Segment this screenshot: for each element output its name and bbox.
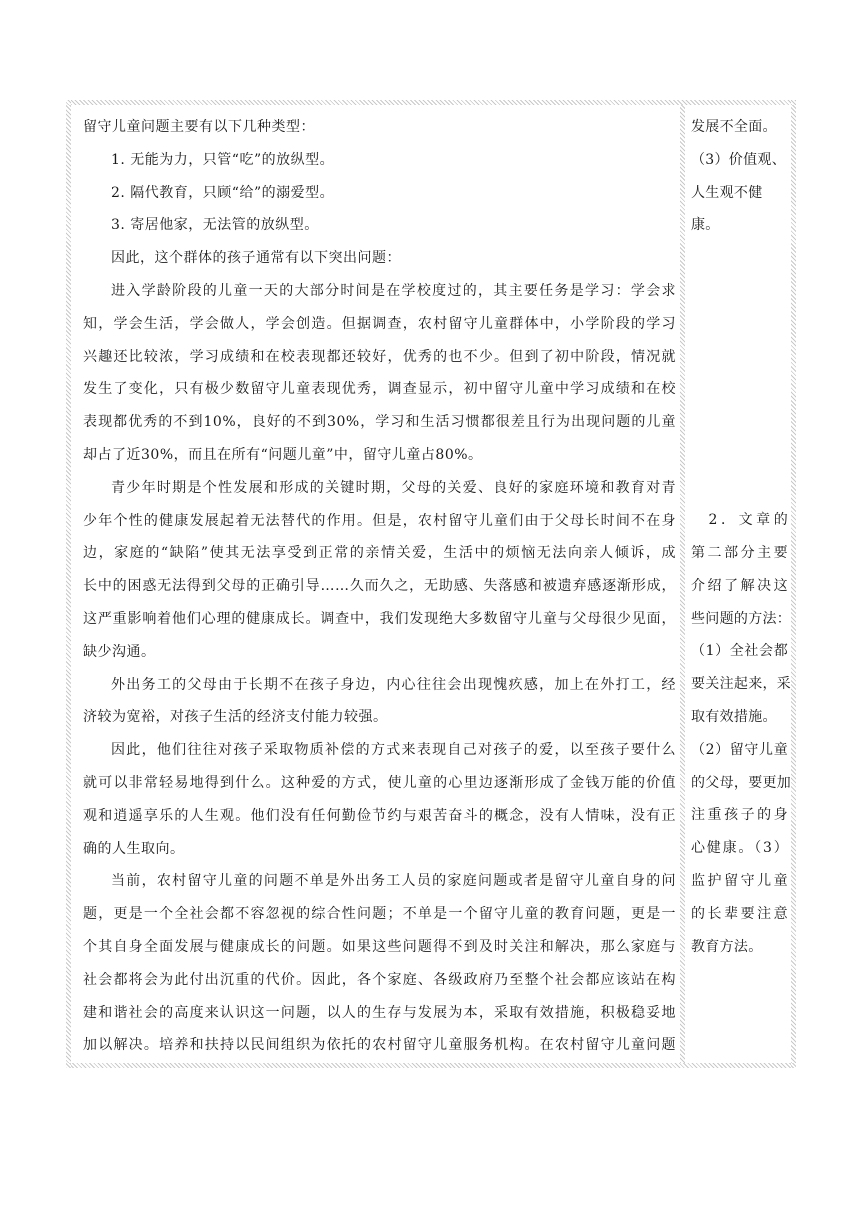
main-text-line: 发生了变化，只有极少数留守儿童表现优秀，调查显示，初中留守儿童中学习成绩和在校 — [83, 381, 676, 398]
main-text-line: 加以解决。培养和扶持以民间组织为依托的农村留守儿童服务机构。在农村留守儿童问题 — [83, 1037, 676, 1054]
side-note-line: 取有效措施。 — [691, 708, 777, 725]
main-text-line: 外出务工的父母由于长期不在孩子身边，内心往往会出现愧疚感，加上在外打工，经 — [111, 676, 676, 693]
main-text-line: 知，学会生活，学会做人，学会创造。但据调查，农村留守儿童群体中，小学阶段的学习 — [83, 315, 676, 332]
side-notes-gap — [691, 242, 788, 504]
side-note-line: 第二部分主要 — [691, 544, 788, 561]
main-text-line: 3. 寄居他家，无法管的放纵型。 — [111, 217, 319, 234]
main-text-line: 却占了近30%，而且在所有“问题儿童”中，留守儿童占80%。 — [83, 446, 483, 463]
main-text-line: 确的人生取向。 — [83, 840, 185, 857]
main-text-line: 2. 隔代教育，只顾“给”的溺爱型。 — [111, 184, 335, 201]
main-text-line: 青少年时期是个性发展和形成的关键时期，父母的关爱、良好的家庭环境和教育对青 — [111, 479, 676, 496]
main-text-line: 当前，农村留守儿童的问题不单是外出务工人员的家庭问题或者是留守儿童自身的问 — [111, 873, 676, 890]
main-text-line: 济较为宽裕，对孩子生活的经济支付能力较强。 — [83, 709, 388, 726]
side-note-line: 2．文章的 — [691, 512, 788, 529]
main-text-line: 缺少沟通。 — [83, 643, 156, 660]
document-table — [66, 100, 796, 1068]
table-inner — [71, 105, 791, 1063]
main-text-line: 个其自身全面发展与健康成长的问题。如果这些问题得不到及时关注和解决，那么家庭与 — [83, 938, 676, 955]
side-note-line: 教育方法。 — [691, 938, 763, 955]
side-note-line: 的长辈要注意 — [691, 905, 788, 922]
main-text-line: 因此，他们往往对孩子采取物质补偿的方式来表现自己对孩子的爱，以至孩子要什么 — [111, 742, 676, 759]
side-note-line: 康。 — [691, 217, 720, 234]
main-text-line: 1. 无能为力，只管“吃”的放纵型。 — [111, 151, 335, 168]
side-note-line: 人生观不健 — [691, 184, 763, 201]
main-text-line: 表现都优秀的不到10%，良好的不到30%，学习和生活习惯都很差且行为出现问题的儿童 — [83, 414, 676, 431]
main-text-line: 进入学龄阶段的儿童一天的大部分时间是在学校度过的，其主要任务是学习：学会求 — [111, 282, 676, 299]
side-note-line: 些问题的方法： — [691, 610, 791, 627]
side-note-line: 发展不全面。 — [691, 119, 777, 135]
main-text-line: 题，更是一个全社会都不容忽视的综合性问题；不单是一个留守儿童的教育问题，更是一 — [83, 906, 676, 923]
side-notes-bottom — [691, 504, 791, 963]
main-text-line: 因此，这个群体的孩子通常有以下突出问题： — [111, 250, 401, 267]
side-notes-column — [685, 105, 791, 1063]
main-text-line: 观和逍遥享乐的人生观。他们没有任何勤俭节约与艰苦奋斗的概念，没有人情味，没有正 — [83, 807, 676, 824]
main-text-line: 就可以非常轻易地得到什么。这种爱的方式，使儿童的心里边逐渐形成了金钱万能的价值 — [83, 774, 676, 791]
side-note-line: 注重孩子的身 — [691, 807, 788, 824]
main-text-line: 留守儿童问题主要有以下几种类型： — [83, 119, 315, 135]
side-note-line: 监护留守儿童 — [691, 872, 788, 889]
side-note-line: 要关注起来，采 — [691, 676, 791, 693]
side-note-line: 的父母，要更加 — [691, 774, 791, 791]
main-text-line: 边，家庭的“缺陷”使其无法享受到正常的亲情关爱，生活中的烦恼无法向亲人倾诉，成 — [83, 545, 676, 562]
side-notes-top — [691, 111, 788, 242]
side-note-line: （3）价值观、 — [691, 151, 787, 168]
main-text-line: 社会都将会为此付出沉重的代价。因此，各个家庭、各级政府乃至整个社会都应该站在构 — [83, 971, 676, 988]
main-text-line: 建和谐社会的高度来认识这一问题，以人的生存与发展为本，采取有效措施，积极稳妥地 — [83, 1004, 676, 1021]
main-text-line: 这严重影响着他们心理的健康成长。调查中，我们发现绝大多数留守儿童与父母很少见面， — [83, 610, 676, 627]
main-text-line: 长中的困惑无法得到父母的正确引导……久而久之，无助感、失落感和被遗弃感逐渐形成， — [83, 578, 676, 595]
side-note-line: 心健康。（3） — [691, 840, 788, 857]
main-text-line: 少年个性的健康发展起着无法替代的作用。但是，农村留守儿童们由于父母长时间不在身 — [83, 512, 676, 529]
side-note-line: 介绍了解决这 — [691, 577, 788, 594]
main-text-column — [71, 105, 680, 1063]
side-note-line: （2）留守儿童 — [691, 741, 788, 758]
side-note-line: （1）全社会都 — [691, 643, 788, 660]
main-text-line: 兴趣还比较浓，学习成绩和在校表现都还较好，优秀的也不少。但到了初中阶段，情况就 — [83, 348, 676, 365]
